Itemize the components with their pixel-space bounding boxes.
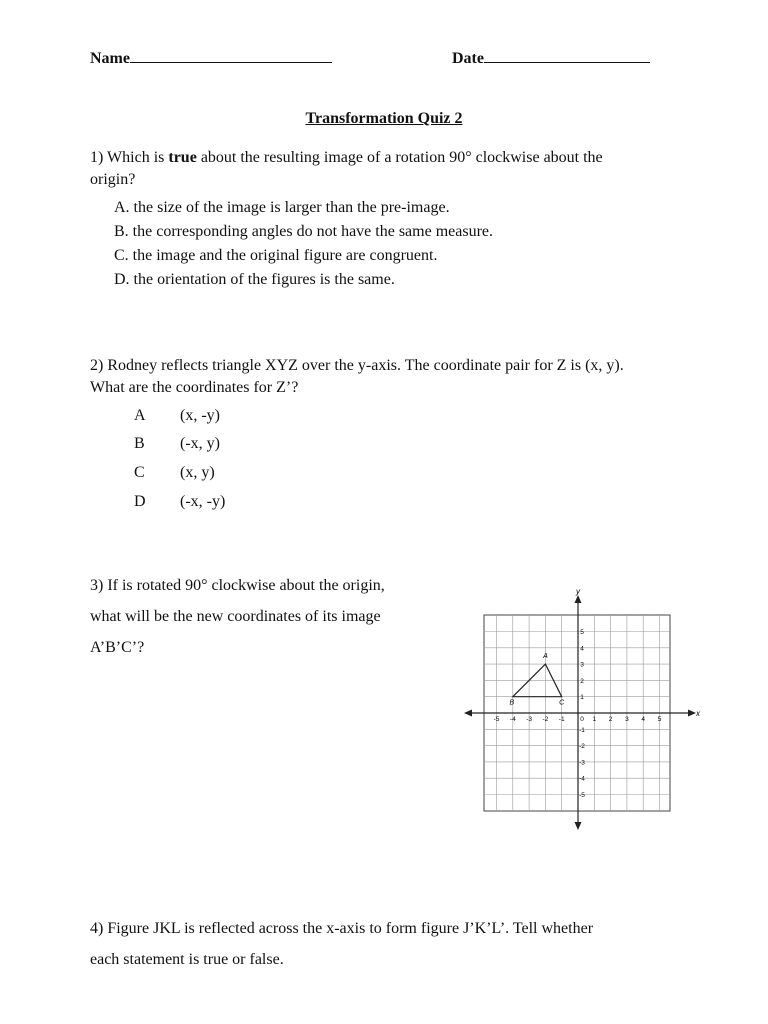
question-1-suffix: about the resulting image of a rotation 90° clockwise about the <box>196 149 603 166</box>
y-tick-label: 2 <box>580 677 584 685</box>
origin-label: 0 <box>580 716 584 723</box>
question-2-line-2: What are the coordinates for Z’? <box>90 379 299 396</box>
name-label: Name <box>90 50 130 67</box>
question-1-option-b[interactable]: B. the corresponding angles do not have the same measure. <box>114 223 493 240</box>
y-tick-label: 3 <box>580 661 584 669</box>
question-1-option-a[interactable]: A. the size of the image is larger than the pre-image. <box>114 199 450 216</box>
x-tick-label: 4 <box>641 716 646 723</box>
option-letter: D <box>134 493 146 510</box>
x-axis-label: x <box>696 709 700 718</box>
x-tick-label: -4 <box>509 716 516 723</box>
x-tick-label: 2 <box>608 716 613 723</box>
name-field[interactable] <box>90 48 332 68</box>
y-axis-label: y <box>576 587 580 596</box>
question-4-line-1: 4) Figure JKL is reflected across the x-axis to form figure J’K’L’. Tell whether <box>90 920 594 937</box>
y-tick-label: -2 <box>579 743 585 751</box>
x-tick-label: 5 <box>657 716 662 723</box>
vertex-label-b: B <box>509 699 515 707</box>
option-text: (x, -y) <box>180 407 220 424</box>
question-2-line-1: 2) Rodney reflects triangle XYZ over the y-axis. The coordinate pair for Z is (x, y). <box>90 357 624 374</box>
y-tick-label: 4 <box>580 645 584 653</box>
x-tick-label: -2 <box>542 716 549 723</box>
x-axis-left-arrow-icon <box>464 710 472 717</box>
y-tick-label: -4 <box>579 775 585 783</box>
option-letter: C <box>134 464 145 481</box>
option-text: (x, y) <box>180 464 215 481</box>
y-tick-label: 1 <box>580 694 584 702</box>
question-1-option-c[interactable]: C. the image and the original figure are congruent. <box>114 247 438 264</box>
question-1-line-1 <box>90 147 603 169</box>
x-tick-label: -5 <box>493 716 500 723</box>
page-title: Transformation Quiz 2 <box>305 110 463 127</box>
question-3-line-1: 3) If is rotated 90° clockwise about the origin, <box>90 577 385 594</box>
x-axis-right-arrow-icon <box>688 710 696 717</box>
option-text: (-x, y) <box>180 435 220 452</box>
vertex-label-a: A <box>543 653 548 661</box>
x-tick-label: -3 <box>526 716 532 723</box>
option-text: (-x, -y) <box>180 493 226 510</box>
question-1-option-d[interactable]: D. the orientation of the figures is the same. <box>114 271 395 288</box>
question-1-line-2: origin? <box>90 171 136 188</box>
question-3-line-2: what will be the new coordinates of its image <box>90 608 381 625</box>
date-field[interactable] <box>452 48 650 68</box>
y-tick-label: -1 <box>579 726 585 734</box>
y-tick-label: -3 <box>579 759 585 767</box>
date-label: Date <box>452 50 484 67</box>
x-tick-label: 3 <box>625 716 629 723</box>
coordinate-graph <box>460 585 710 835</box>
option-letter: A <box>134 407 146 424</box>
y-axis-up-arrow-icon <box>575 595 582 603</box>
date-blank-line[interactable] <box>484 48 650 63</box>
x-tick-label: 1 <box>592 716 597 723</box>
vertex-label-c: C <box>559 699 565 707</box>
question-4-line-2: each statement is true or false. <box>90 951 284 968</box>
question-1-number: 1) <box>90 149 104 166</box>
question-1-bold-word: true <box>168 149 197 166</box>
option-letter: B <box>134 435 145 452</box>
name-blank-line[interactable] <box>130 48 332 63</box>
y-tick-label: -5 <box>579 792 585 799</box>
x-tick-label: -1 <box>558 716 565 723</box>
y-axis-down-arrow-icon <box>575 822 582 830</box>
question-1-prefix: Which is <box>107 149 169 166</box>
y-tick-label: 5 <box>580 629 584 636</box>
question-3-line-3: A’B’C’? <box>90 639 145 656</box>
